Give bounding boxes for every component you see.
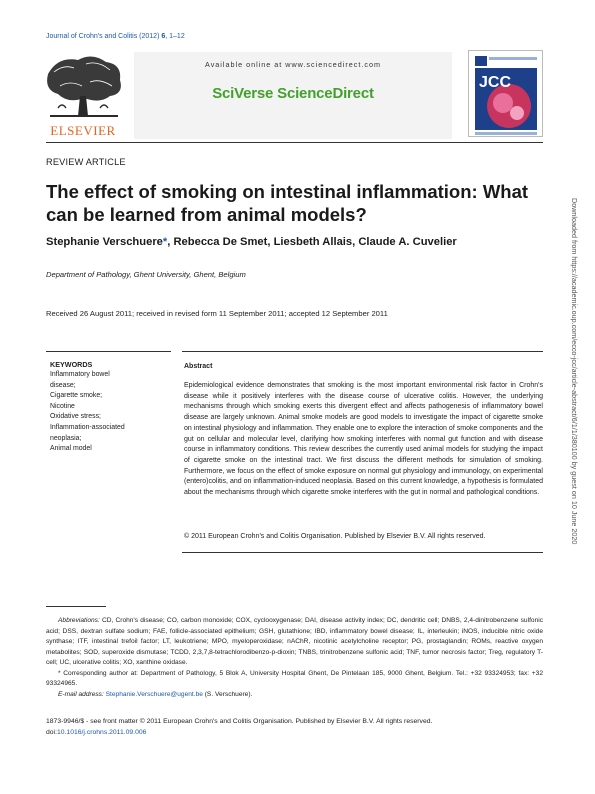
footnotes xyxy=(46,616,543,700)
keyword-line: disease; xyxy=(50,381,76,389)
journal-name: Journal of Crohn's and Colitis (2012) xyxy=(46,33,162,40)
keyword-line: Nicotine xyxy=(50,402,75,410)
received-dates: Received 26 August 2011; received in revised form 11 September 2011; accepted 12 September 2011 xyxy=(46,309,388,318)
article-title: The effect of smoking on intestinal inflammation: What can be learned from animal models? xyxy=(46,181,529,225)
doi-prefix: doi: xyxy=(46,729,57,736)
email-owner: (S. Verschuere). xyxy=(202,690,253,698)
corresponding-author-mark[interactable]: * xyxy=(162,236,168,248)
abbreviations-footnote xyxy=(46,616,543,669)
doi-line xyxy=(46,727,543,738)
abstract-divider xyxy=(182,351,543,352)
abstract-divider-bottom xyxy=(182,552,543,553)
keyword-line: Inflammatory bowel xyxy=(50,371,110,378)
corresponding-author-footnote: * Corresponding author at: Department of Pathology, 5 Blok A, University Hospital Ghent, De Pintelaan 185, 9000 Ghent, Belgium. Tel.: +32 93324953; fax: +32 93324965. xyxy=(46,669,543,687)
journal-pages: , 1–12 xyxy=(165,33,185,40)
elsevier-logo xyxy=(40,50,126,138)
cover-title: JCC xyxy=(479,74,512,91)
keywords-heading: KEYWORDS xyxy=(50,360,93,369)
email-footnote xyxy=(46,690,543,701)
affiliation: Department of Pathology, Ghent University, Ghent, Belgium xyxy=(46,270,246,279)
keyword-line: neoplasia; xyxy=(50,434,82,442)
keyword-line: Animal model xyxy=(50,445,92,453)
email-link[interactable]: Stephanie.Verschuere@ugent.be xyxy=(105,690,203,698)
sciverse-logo: SciVerse ScienceDirect xyxy=(212,85,374,102)
issn-line: 1873-9946/$ - see front matter © 2011 European Crohn's and Colitis Organisation. Published by Elsevier B.V. All rights reserved. xyxy=(46,718,433,725)
article-type: REVIEW ARTICLE xyxy=(46,157,126,167)
header-divider xyxy=(46,142,543,143)
elsevier-wordmark: ELSEVIER xyxy=(50,123,116,138)
keywords-divider xyxy=(46,351,171,352)
journal-reference xyxy=(46,33,185,40)
doi-link[interactable]: 10.1016/j.crohns.2011.09.006 xyxy=(56,729,147,736)
journal-cover-art xyxy=(469,51,543,137)
download-watermark-text: Downloaded from https://academic.oup.com/ecco-jcc/article-abstract/6/1/1/380100 by guest on 10 June 2020 xyxy=(570,198,579,545)
journal-cover xyxy=(468,50,543,137)
author-first: Stephanie Verschuere xyxy=(46,236,163,248)
sciencedirect-banner xyxy=(134,52,452,139)
keyword-line: Cigarette smoke; xyxy=(50,392,103,400)
abstract-copyright: © 2011 European Crohn's and Colitis Organisation. Published by Elsevier B.V. All rights reserved. xyxy=(184,533,486,540)
elsevier-tree-icon xyxy=(40,50,126,120)
abstract-heading: Abstract xyxy=(184,363,213,370)
abstract-body: Epidemiological evidence demonstrates that smoking is the most important environmental risk factor in Crohn's disease while it positively interferes with the disease course of ulcerative colitis. However, the underlying mechanisms through which smoking exerts this divergent effect and affects pathogenesis of inflammatory bowel disease are largely unknown. Animal smoke models are good models to investigate the impact of cigarette smoke on intestinal physiology and inflammation. They enable one to explore the interaction of smoke components and the gut on cellular and molecular level, clarifying how smoking interferes with normal gut function and with disease course in inflammatory conditions. This review describes the currently used animal models for studying the impact of cigarette smoke on the intestinal tract. We first discuss the different methods for simulation of smoking. Furthermore, we focus on the effect of smoke exposure on normal gut physiology and immunology, on experimental (entero)colitis, and on inflammation-induced neoplasia. Based on this current knowledge, a hypothesis is formulated about the mechanisms through which cigarette smoke interferes with the gut in normal and pathological conditions. xyxy=(184,382,543,497)
front-matter xyxy=(46,716,543,738)
keyword-line: Oxidative stress; xyxy=(50,413,101,421)
journal-volume: 6 xyxy=(161,33,166,40)
abbreviations-label: Abbreviations: xyxy=(58,617,100,624)
author-others: , Rebecca De Smet, Liesbeth Allais, Claude A. Cuvelier xyxy=(167,236,457,248)
footnote-divider xyxy=(46,606,106,607)
download-watermark xyxy=(566,198,582,628)
keyword-line: Inflammation-associated xyxy=(50,423,125,431)
author-list xyxy=(46,236,556,248)
abbreviations-text: CD, Crohn's disease; CO, carbon monoxide; COX, cyclooxygenase; DAI, disease activity index; DC, dendritic cell; DNBS, 2,4-dinitrobenzene sulfonic acid; DSS, dextran sulfate sodium; FAE, follicle-associated epithelium; GSH, glutathione; IBD, inflammatory bowel disease; IL, interleukin; iNOS, inducible nitric oxide synthase; ITF, intestinal trefoil factor; LT, leukotriene; MPO, myeloperoxidase; nAChR, nicotinic acetylcholine receptor; PG, prostaglandin; ROMs, reactive oxygen metabolites; SOD, superoxide dismutase; TCDD, 2,3,7,8-tetrachlorodibenzo-p-dioxin; TNBS, trinitrobenzene sulfonic acid; TNF, tumor necrosis factor; Treg, regulatory T-cell; UC, ulcerative colitis; XO, xanthine oxidase. xyxy=(46,617,543,666)
keywords-list xyxy=(50,370,168,455)
email-label: E-mail address: xyxy=(58,690,104,698)
available-online-text: Available online at www.sciencedirect.com xyxy=(205,60,381,69)
